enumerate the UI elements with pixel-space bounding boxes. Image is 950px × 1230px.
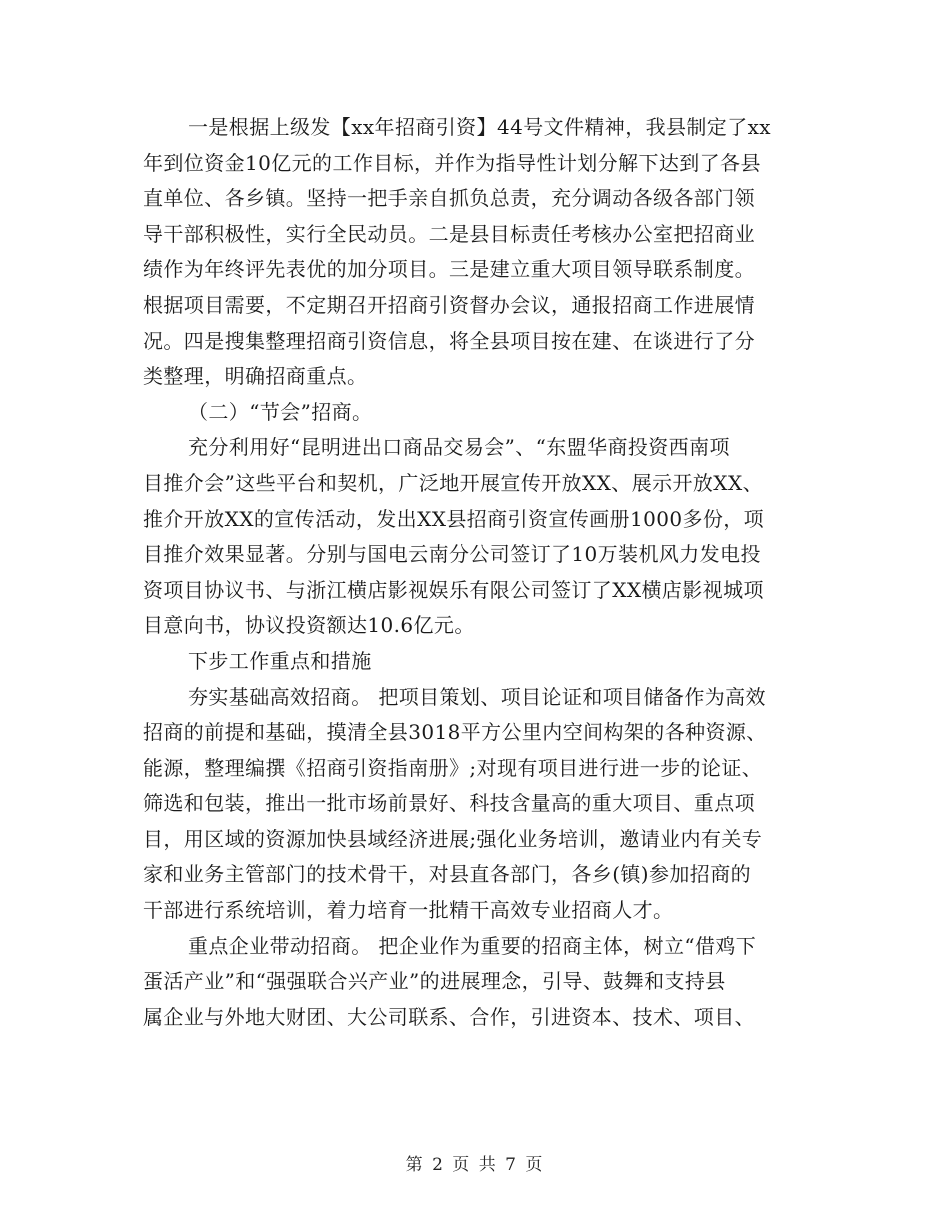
- paragraph-4: [143, 929, 813, 1036]
- text-line: 年到位资金10亿元的工作目标，并作为指导性计划分解下达到了各县: [143, 150, 761, 175]
- text-line: 蛋活产业”和“强强联合兴产业”的进展理念，引导、鼓舞和支持县: [143, 969, 726, 994]
- text-line: 干部进行系统培训，着力培育一批精干高效专业招商人才。: [143, 898, 674, 923]
- text-line: 充分利用好“昆明进出口商品交易会”、“东盟华商投资西南项: [188, 435, 730, 460]
- text-line: 下步工作重点和措施: [188, 648, 372, 673]
- text-line: 根据项目需要，不定期召开招商引资督办会议，通报招商工作进展情: [143, 292, 755, 317]
- text-line: 绩作为年终评先表优的加分项目。三是建立重大项目领导联系制度。: [143, 257, 755, 282]
- section-heading-next-steps: [143, 644, 813, 680]
- text-line: 招商的前提和基础，摸清全县3018平方公里内空间构架的各种资源、: [143, 720, 767, 745]
- text-line: （二）“节会”招商。: [188, 399, 373, 424]
- text-line: 类整理，明确招商重点。: [143, 364, 368, 389]
- page-number-footer: 第 2 页 共 7 页: [405, 1155, 545, 1175]
- text-line: 直单位、各乡镇。坚持一把手亲自抓负总责，充分调动各级各部门领: [143, 186, 755, 211]
- document-body: [143, 110, 813, 1035]
- text-line: 推介开放XX的宣传活动，发出XX县招商引资宣传画册1000多份，项: [143, 506, 765, 531]
- paragraph-3: [143, 680, 813, 929]
- text-line: 目意向书，协议投资额达10.6亿元。: [143, 613, 475, 638]
- text-line: 目，用区域的资源加快县域经济进展;强化业务培训，邀请业内有关专: [143, 826, 763, 851]
- text-line: 一是根据上级发【xx年招商引资】44号文件精神，我县制定了xx: [188, 115, 771, 139]
- text-line: 资项目协议书、与浙江横店影视娱乐有限公司签订了XX横店影视城项: [143, 577, 764, 602]
- text-line: 能源，整理编撰《招商引资指南册》;对现有项目进行进一步的论证、: [143, 755, 763, 780]
- text-line: 目推介会”这些平台和契机，广泛地开展宣传开放XX、展示开放XX、: [143, 470, 763, 495]
- text-line: 目推介效果显著。分别与国电云南分公司签订了10万装机风力发电投: [143, 542, 761, 567]
- text-line: 筛选和包装，推出一批市场前景好、科技含量高的重大项目、重点项: [143, 791, 755, 816]
- text-line: 夯实基础高效招商。 把项目策划、项目论证和项目储备作为高效: [188, 684, 766, 709]
- text-line: 家和业务主管部门的技术骨干，对县直各部门，各乡(镇)参加招商的: [143, 862, 752, 887]
- text-line: 况。四是搜集整理招商引资信息，将全县项目按在建、在谈进行了分: [143, 328, 755, 353]
- paragraph-1: [143, 110, 813, 395]
- text-line: 导干部积极性，实行全民动员。二是县目标责任考核办公室把招商业: [143, 221, 755, 246]
- text-line: 属企业与外地大财团、大公司联系、合作，引进资本、技术、项目、: [143, 1004, 755, 1029]
- section-heading-jiehui: [143, 395, 813, 431]
- text-line: 重点企业带动招商。 把企业作为重要的招商主体，树立“借鸡下: [188, 933, 757, 958]
- paragraph-2: [143, 430, 813, 644]
